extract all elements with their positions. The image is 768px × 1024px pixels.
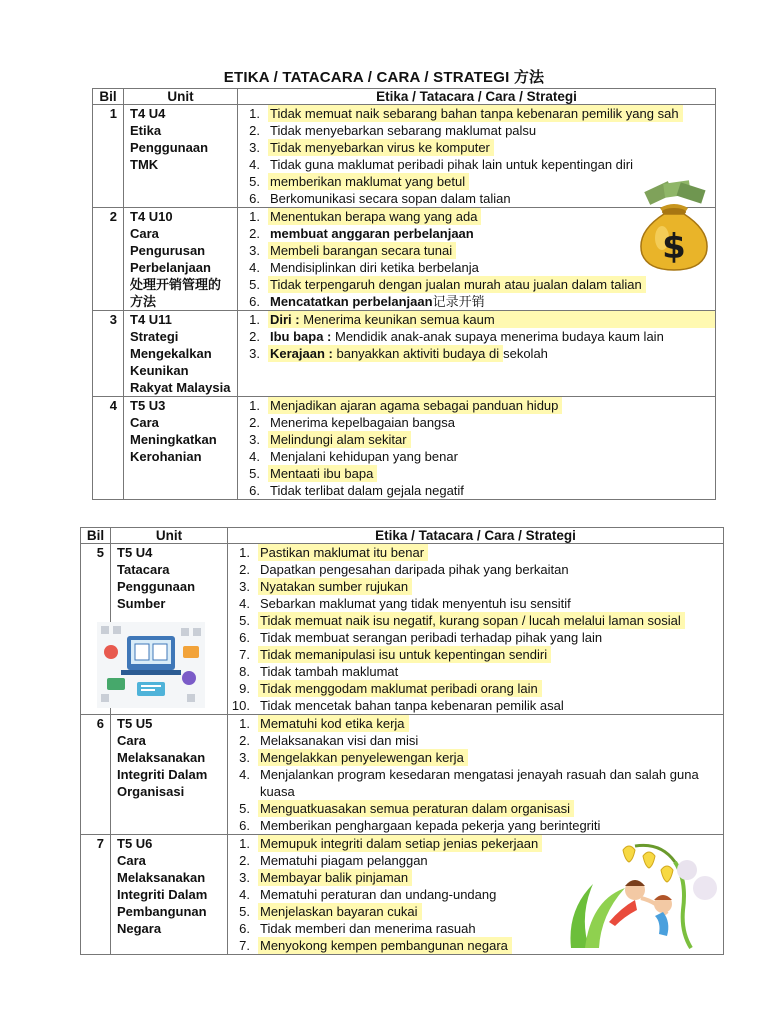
item-text [268, 397, 562, 414]
item-number: 4. [239, 596, 250, 611]
strategy-table-1 [92, 88, 716, 500]
list-item [238, 122, 715, 139]
item-text [268, 105, 683, 122]
item-lead-label: Kerajaan : [270, 346, 333, 361]
item-text [268, 242, 456, 259]
item-text [258, 817, 600, 834]
item-number: 1. [249, 209, 260, 224]
item-text-body: Tidak terlibat dalam gejala negatif [270, 483, 464, 498]
item-number: 3. [249, 346, 260, 361]
row-number: 5 [81, 544, 111, 715]
table-row [93, 397, 716, 500]
unit-label-line: Perbelanjaan [130, 260, 211, 275]
item-text-body: Mematuhi kod etika kerja [260, 716, 405, 731]
list-item [228, 612, 723, 629]
item-text [258, 561, 569, 578]
item-text-body: Tidak tambah maklumat [260, 664, 399, 679]
item-text [258, 629, 602, 646]
item-number: 2. [249, 329, 260, 344]
item-number: 3. [239, 579, 250, 594]
strategy-list-cell [228, 544, 724, 715]
item-text [268, 345, 503, 362]
list-item [238, 414, 715, 431]
item-text [268, 328, 664, 345]
item-text [268, 482, 464, 499]
item-text [268, 190, 511, 207]
list-item [238, 139, 715, 156]
item-text-body: Memupuk integriti dalam setiap jenias pekerjaan [260, 836, 539, 851]
item-text-body: Tidak guna maklumat peribadi pihak lain untuk kepentingan diri [270, 157, 634, 172]
unit-cell [124, 311, 238, 397]
item-number: 2. [249, 415, 260, 430]
item-text-body: Tidak terpengaruh dengan jualan murah atau jualan dalam talian [270, 277, 642, 292]
item-text-body: Menentukan berapa wang yang ada [270, 209, 478, 224]
item-number: 6. [249, 191, 260, 206]
item-text-body: Menerima keunikan semua kaum [299, 312, 495, 327]
item-text [268, 293, 433, 310]
item-number: 4. [249, 157, 260, 172]
item-text [268, 122, 536, 139]
unit-label-line: Mengekalkan [130, 346, 212, 361]
item-text [268, 465, 377, 482]
item-number: 5. [239, 613, 250, 628]
list-item [238, 431, 715, 448]
item-suffix: 记录开销 [432, 294, 485, 309]
unit-label-line: Cara [117, 853, 146, 868]
item-text [258, 920, 476, 937]
header-bil: Bil [93, 89, 124, 105]
item-text-body: Menerima kepelbagaian bangsa [270, 415, 456, 430]
unit-label-line: TMK [130, 157, 159, 172]
item-suffix: sekolah [503, 346, 548, 361]
item-number: 6. [249, 483, 260, 498]
list-item [228, 680, 723, 697]
unit-label-line: T4 U4 [130, 106, 166, 121]
unit-label-line: Keunikan [130, 363, 189, 378]
item-text-body: Dapatkan pengesahan daripada pihak yang berkaitan [260, 562, 569, 577]
item-text [258, 715, 409, 732]
item-text-body: Menjalani kehidupan yang benar [270, 449, 458, 464]
money-bag-illustration [630, 180, 718, 272]
unit-label-line: Integriti Dalam [117, 767, 208, 782]
list-item [238, 328, 715, 345]
item-text-body: Nyatakan sumber rujukan [260, 579, 409, 594]
item-number: 1. [239, 545, 250, 560]
list-item [228, 629, 723, 646]
item-text-body: Tidak memberi dan menerima rasuah [260, 921, 476, 936]
item-text-body: Menjelaskan bayaran cukai [260, 904, 418, 919]
header-content: Etika / Tatacara / Cara / Strategi [228, 528, 724, 544]
list-item [238, 156, 715, 173]
unit-label-line: Etika [130, 123, 162, 138]
table-row [81, 715, 724, 835]
item-text [258, 749, 468, 766]
list-item [238, 397, 715, 414]
technology-collage-illustration [97, 622, 205, 708]
item-number: 3. [239, 750, 250, 765]
item-text [268, 414, 455, 431]
row-number: 2 [93, 208, 124, 311]
item-text-body: Tidak membuat serangan peribadi terhadap pihak yang lain [260, 630, 603, 645]
unit-label-line: Negara [117, 921, 162, 936]
item-number: 1. [249, 106, 260, 121]
list-item [238, 345, 715, 362]
unit-label-line: Penggunaan [117, 579, 196, 594]
item-text-body: Mengelakkan penyelewengan kerja [260, 750, 464, 765]
item-number: 4. [249, 260, 260, 275]
item-number: 3. [239, 870, 250, 885]
item-number: 4. [239, 767, 250, 782]
item-number: 1. [239, 836, 250, 851]
list-item [238, 448, 715, 465]
header-content: Etika / Tatacara / Cara / Strategi [238, 89, 716, 105]
list-item [238, 293, 715, 310]
item-text-body: Tidak menyebarkan virus ke komputer [270, 140, 490, 155]
item-text [258, 835, 542, 852]
item-text [258, 937, 512, 954]
item-text-body: Menjalankan program kesedaran mengatasi jenayah rasuah dan salah guna kuasa [260, 767, 699, 799]
unit-label-line: 方法 [130, 294, 157, 309]
item-text-body: Tidak mencetak bahan tanpa kebenaran pemilik asal [260, 698, 564, 713]
item-text [268, 208, 481, 225]
unit-label-line: Penggunaan [130, 140, 209, 155]
list-item [228, 697, 723, 714]
item-number: 10. [231, 698, 250, 713]
item-lead-label: Diri : [270, 312, 300, 327]
unit-label-line: T5 U5 [117, 716, 153, 731]
unit-label-line: Strategi [130, 329, 179, 344]
item-number: 2. [239, 733, 250, 748]
item-text [258, 680, 542, 697]
item-number: 6. [239, 921, 250, 936]
unit-label-line: T4 U10 [130, 209, 173, 224]
item-lead-label: Ibu bapa : [270, 329, 332, 344]
item-text [268, 259, 479, 276]
item-text [268, 311, 715, 328]
list-item [228, 578, 723, 595]
unit-label-line: T4 U11 [130, 312, 172, 327]
unit-label-line: Melaksanakan [117, 870, 206, 885]
unit-label-line: Tatacara [117, 562, 170, 577]
strategy-list-cell [238, 397, 716, 500]
header-bil: Bil [81, 528, 111, 544]
item-text-body: membuat anggaran perbelanjaan [270, 226, 474, 241]
row-number: 3 [93, 311, 124, 397]
item-text-body: Mematuhi piagam pelanggan [260, 853, 428, 868]
unit-label-line: Cara [130, 415, 159, 430]
unit-label-line: Pengurusan [130, 243, 206, 258]
unit-cell [124, 105, 238, 208]
unit-label-line: 处理开销管理的 [130, 277, 222, 292]
list-item [238, 105, 715, 122]
item-number: 5. [249, 174, 260, 189]
unit-cell [111, 835, 228, 955]
table-row [93, 208, 716, 311]
item-text [268, 225, 474, 242]
item-text [268, 173, 469, 190]
strategy-list-cell [238, 311, 716, 397]
item-text [258, 869, 412, 886]
list-item [228, 646, 723, 663]
item-number: 4. [239, 887, 250, 902]
row-number: 1 [93, 105, 124, 208]
item-text [258, 766, 723, 800]
item-text-body: Mematuhi peraturan dan undang-undang [260, 887, 497, 902]
list-item [238, 311, 715, 328]
item-number: 5. [239, 904, 250, 919]
item-text-body: Tidak memuat naik sebarang bahan tanpa kebenaran pemilik yang sah [270, 106, 679, 121]
list-item [228, 663, 723, 680]
list-item [228, 561, 723, 578]
item-text [258, 852, 428, 869]
item-number: 2. [239, 562, 250, 577]
item-text-body: Membeli barangan secara tunai [270, 243, 453, 258]
row-number: 7 [81, 835, 111, 955]
item-number: 5. [249, 277, 260, 292]
item-text-body: Melindungi alam sekitar [270, 432, 407, 447]
header-unit: Unit [124, 89, 238, 105]
list-item [228, 544, 723, 561]
unit-label-line: T5 U4 [117, 545, 153, 560]
item-number: 5. [239, 801, 250, 816]
item-text [258, 663, 398, 680]
item-text [258, 732, 418, 749]
item-text-body: Menyokong kempen pembangunan negara [260, 938, 508, 953]
list-item [238, 465, 715, 482]
item-text-body: Mendidik anak-anak supaya menerima budaya kaum lain [331, 329, 664, 344]
unit-label-line: Cara [130, 226, 159, 241]
item-number: 1. [239, 716, 250, 731]
item-text-body: Mencatatkan perbelanjaan [270, 294, 433, 309]
row-number: 4 [93, 397, 124, 500]
list-item [238, 276, 715, 293]
item-text [268, 156, 633, 173]
item-text [258, 612, 685, 629]
list-item [228, 595, 723, 612]
item-number: 6. [249, 294, 260, 309]
item-number: 7. [239, 647, 250, 662]
unit-label-line: Integriti Dalam [117, 887, 208, 902]
list-item [228, 715, 723, 732]
item-number: 6. [239, 630, 250, 645]
unit-cell [124, 208, 238, 311]
unit-cell [111, 715, 228, 835]
item-number: 7. [239, 938, 250, 953]
row-number: 6 [81, 715, 111, 835]
item-text-body: Tidak menggodam maklumat peribadi orang lain [260, 681, 538, 696]
unit-label-line: Organisasi [117, 784, 185, 799]
item-text-body: Melaksanakan visi dan misi [260, 733, 419, 748]
item-text [268, 139, 494, 156]
item-text-body: Tidak memanipulasi isu untuk kepentingan sendiri [260, 647, 548, 662]
table-row [93, 311, 716, 397]
item-text-body: Pastikan maklumat itu benar [260, 545, 425, 560]
item-text-body: banyakkan aktiviti budaya di [332, 346, 500, 361]
item-number: 2. [249, 226, 260, 241]
page-title: ETIKA / TATACARA / CARA / STRATEGI 方法 [223, 69, 545, 86]
list-item [238, 482, 715, 499]
list-item [228, 800, 723, 817]
item-text [258, 886, 496, 903]
header-unit: Unit [111, 528, 228, 544]
item-text-body: Mentaati ibu bapa [270, 466, 374, 481]
item-text [258, 800, 574, 817]
item-text-body: Mendisiplinkan diri ketika berbelanja [270, 260, 479, 275]
strategy-list-cell [228, 715, 724, 835]
item-text-body: Membayar balik pinjaman [260, 870, 409, 885]
item-text-body: Berkomunikasi secara sopan dalam talian [270, 191, 511, 206]
item-text [268, 431, 411, 448]
item-number: 9. [239, 681, 250, 696]
item-text [258, 697, 564, 714]
item-text [258, 578, 412, 595]
list-item [228, 749, 723, 766]
item-text [268, 448, 458, 465]
item-number: 1. [249, 312, 260, 327]
item-text [258, 646, 551, 663]
unit-label-line: Pembangunan [117, 904, 207, 919]
item-number: 8. [239, 664, 250, 679]
item-number: 2. [249, 123, 260, 138]
unit-label-line: Meningkatkan [130, 432, 217, 447]
unit-label-line: T5 U3 [130, 398, 166, 413]
table-row [93, 105, 716, 208]
list-item [228, 732, 723, 749]
item-text-body: Menguatkuasakan semua peraturan dalam organisasi [260, 801, 571, 816]
item-text [258, 544, 428, 561]
item-text [258, 595, 571, 612]
item-number: 1. [249, 398, 260, 413]
list-item [228, 817, 723, 834]
unit-label-line: Sumber [117, 596, 166, 611]
item-text [258, 903, 422, 920]
item-text-body: Tidak memuat naik isu negatif, kurang sopan / lucah melalui laman sosial [260, 613, 681, 628]
item-number: 6. [239, 818, 250, 833]
item-number: 2. [239, 853, 250, 868]
item-text-body: Sebarkan maklumat yang tidak menyentuh isu sensitif [260, 596, 571, 611]
item-number: 3. [249, 243, 260, 258]
item-number: 5. [249, 466, 260, 481]
item-number: 3. [249, 432, 260, 447]
item-text-body: memberikan maklumat yang betul [270, 174, 466, 189]
svg-text:$: $ [662, 227, 686, 267]
children-flowers-illustration [565, 840, 720, 952]
unit-label-line: Cara [117, 733, 146, 748]
item-number: 4. [249, 449, 260, 464]
unit-label-line: Kerohanian [130, 449, 202, 464]
item-number: 3. [249, 140, 260, 155]
unit-cell [124, 397, 238, 500]
item-text-body: Menjadikan ajaran agama sebagai panduan hidup [270, 398, 559, 413]
item-text [268, 276, 646, 293]
item-text-body: Tidak menyebarkan sebarang maklumat palsu [270, 123, 537, 138]
unit-label-line: Melaksanakan [117, 750, 206, 765]
unit-label-line: Rakyat Malaysia [130, 380, 231, 395]
item-text-body: Memberikan penghargaan kepada pekerja yang berintegriti [260, 818, 601, 833]
unit-label-line: T5 U6 [117, 836, 153, 851]
list-item [228, 766, 723, 800]
